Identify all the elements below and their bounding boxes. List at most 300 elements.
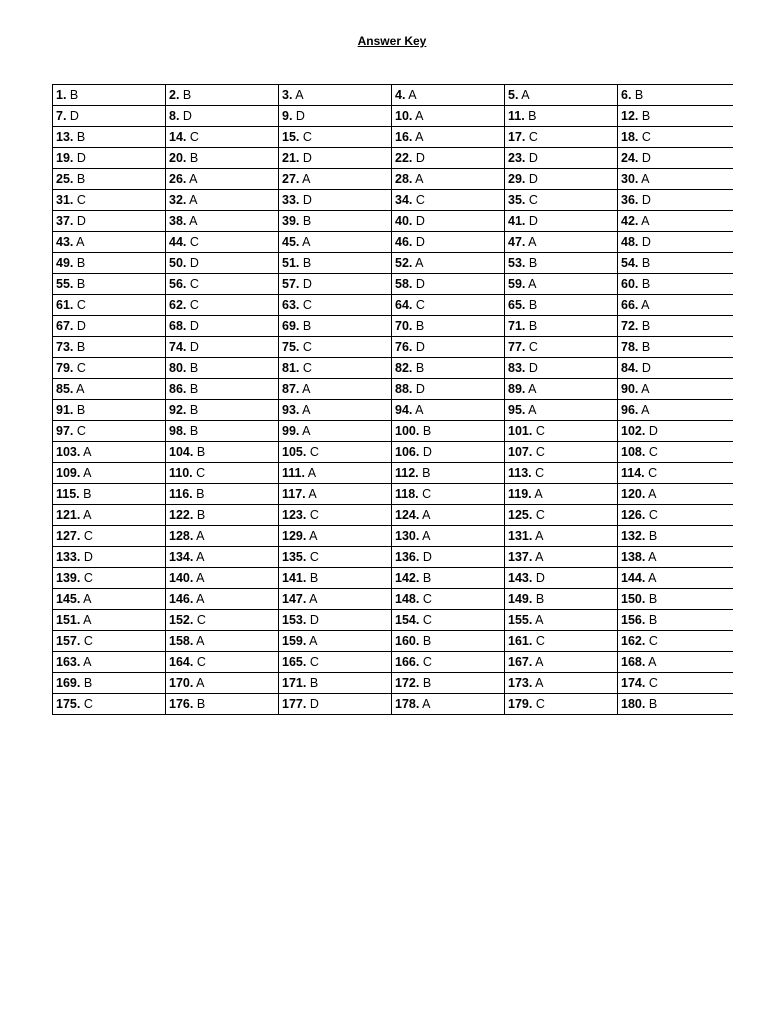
page-title: Answer Key bbox=[357, 34, 427, 48]
question-number: 116. bbox=[169, 487, 193, 501]
question-number: 174. bbox=[621, 676, 646, 690]
question-number: 92. bbox=[169, 403, 187, 417]
answer-cell bbox=[505, 652, 618, 673]
question-number: 17. bbox=[508, 130, 526, 144]
answer-letter: B bbox=[525, 319, 538, 333]
question-number: 167. bbox=[508, 655, 533, 669]
answer-letter: A bbox=[412, 109, 424, 123]
answer-cell bbox=[618, 106, 733, 127]
question-number: 20. bbox=[169, 151, 187, 165]
answer-cell bbox=[505, 337, 618, 358]
table-row bbox=[53, 652, 733, 673]
answer-letter: B bbox=[638, 277, 651, 291]
answer-cell bbox=[279, 232, 392, 253]
answer-letter: A bbox=[306, 592, 318, 606]
answer-cell bbox=[618, 85, 733, 106]
question-number: 29. bbox=[508, 172, 526, 186]
question-number: 154. bbox=[395, 613, 420, 627]
answer-cell bbox=[166, 295, 279, 316]
answer-cell bbox=[618, 568, 733, 589]
answer-letter: B bbox=[638, 340, 651, 354]
answer-cell bbox=[505, 358, 618, 379]
answer-cell bbox=[505, 379, 618, 400]
answer-cell bbox=[279, 463, 392, 484]
answer-letter: A bbox=[193, 571, 205, 585]
answer-cell bbox=[505, 232, 618, 253]
question-number: 38. bbox=[169, 214, 187, 228]
question-number: 119. bbox=[508, 487, 532, 501]
question-number: 3. bbox=[282, 88, 293, 102]
answer-cell bbox=[166, 337, 279, 358]
answer-cell bbox=[392, 505, 505, 526]
answer-cell bbox=[392, 610, 505, 631]
question-number: 68. bbox=[169, 319, 187, 333]
answer-letter: D bbox=[638, 151, 651, 165]
answer-cell bbox=[392, 85, 505, 106]
answer-letter: D bbox=[66, 109, 79, 123]
answer-letter: D bbox=[73, 151, 86, 165]
question-number: 115. bbox=[56, 487, 80, 501]
question-number: 82. bbox=[395, 361, 413, 375]
answer-cell bbox=[279, 337, 392, 358]
answer-letter: A bbox=[73, 235, 85, 249]
question-number: 109. bbox=[56, 466, 81, 480]
question-number: 61. bbox=[56, 298, 74, 312]
answer-cell bbox=[618, 274, 733, 295]
question-number: 67. bbox=[56, 319, 74, 333]
answer-letter: A bbox=[532, 655, 544, 669]
answer-cell bbox=[279, 400, 392, 421]
question-number: 12. bbox=[621, 109, 639, 123]
answer-cell bbox=[279, 211, 392, 232]
answer-cell bbox=[505, 421, 618, 442]
answer-cell bbox=[166, 169, 279, 190]
question-number: 129. bbox=[282, 529, 307, 543]
question-number: 26. bbox=[169, 172, 187, 186]
answer-cell bbox=[618, 463, 733, 484]
answer-letter: B bbox=[186, 361, 199, 375]
question-number: 84. bbox=[621, 361, 639, 375]
answer-letter: B bbox=[79, 487, 92, 501]
answer-letter: A bbox=[299, 403, 311, 417]
answer-cell bbox=[166, 442, 279, 463]
answer-letter: C bbox=[532, 508, 545, 522]
question-number: 134. bbox=[169, 550, 194, 564]
answer-letter: A bbox=[304, 466, 317, 480]
answer-letter: A bbox=[193, 592, 205, 606]
answer-letter: D bbox=[412, 382, 425, 396]
answer-cell bbox=[618, 505, 733, 526]
answer-letter: C bbox=[73, 193, 86, 207]
question-number: 123. bbox=[282, 508, 307, 522]
answer-cell bbox=[618, 631, 733, 652]
table-row bbox=[53, 253, 733, 274]
question-number: 93. bbox=[282, 403, 300, 417]
table-row bbox=[53, 526, 733, 547]
answer-cell bbox=[166, 610, 279, 631]
answer-letter: D bbox=[638, 235, 651, 249]
answer-letter: B bbox=[193, 508, 206, 522]
answer-cell bbox=[53, 358, 166, 379]
answer-cell bbox=[505, 148, 618, 169]
question-number: 172. bbox=[395, 676, 420, 690]
answer-cell bbox=[166, 190, 279, 211]
answer-letter: D bbox=[299, 193, 312, 207]
answer-cell bbox=[279, 148, 392, 169]
question-number: 5. bbox=[508, 88, 519, 102]
question-number: 42. bbox=[621, 214, 639, 228]
answer-letter: B bbox=[419, 634, 432, 648]
answer-cell bbox=[53, 526, 166, 547]
question-number: 33. bbox=[282, 193, 300, 207]
question-number: 37. bbox=[56, 214, 74, 228]
answer-letter: D bbox=[638, 361, 651, 375]
answer-letter: A bbox=[532, 613, 544, 627]
table-row bbox=[53, 232, 733, 253]
question-number: 128. bbox=[169, 529, 194, 543]
question-number: 1. bbox=[56, 88, 67, 102]
answer-cell bbox=[392, 631, 505, 652]
answer-letter: D bbox=[179, 109, 192, 123]
answer-letter: C bbox=[412, 193, 425, 207]
question-number: 141. bbox=[282, 571, 307, 585]
question-number: 159. bbox=[282, 634, 307, 648]
answer-cell bbox=[618, 547, 733, 568]
answer-letter: C bbox=[532, 424, 545, 438]
answer-cell bbox=[279, 127, 392, 148]
question-number: 114. bbox=[621, 466, 645, 480]
answer-letter: D bbox=[299, 277, 312, 291]
answer-letter: A bbox=[186, 172, 198, 186]
answer-letter: C bbox=[644, 466, 658, 480]
question-number: 112. bbox=[395, 466, 419, 480]
question-number: 156. bbox=[621, 613, 646, 627]
answer-cell bbox=[505, 85, 618, 106]
answer-letter: B bbox=[186, 403, 199, 417]
answer-cell bbox=[279, 631, 392, 652]
answer-letter: A bbox=[80, 508, 92, 522]
answer-cell bbox=[505, 253, 618, 274]
answer-cell bbox=[618, 379, 733, 400]
answer-letter: A bbox=[419, 508, 431, 522]
answer-cell bbox=[392, 484, 505, 505]
question-number: 43. bbox=[56, 235, 74, 249]
question-number: 108. bbox=[621, 445, 646, 459]
answer-cell bbox=[53, 316, 166, 337]
question-number: 122. bbox=[169, 508, 194, 522]
answer-cell bbox=[279, 253, 392, 274]
table-row bbox=[53, 358, 733, 379]
answer-cell bbox=[279, 442, 392, 463]
answer-cell bbox=[618, 694, 733, 715]
question-number: 78. bbox=[621, 340, 639, 354]
answer-letter: A bbox=[80, 655, 92, 669]
question-number: 168. bbox=[621, 655, 646, 669]
answer-cell bbox=[505, 589, 618, 610]
answer-cell bbox=[392, 316, 505, 337]
answer-cell bbox=[166, 673, 279, 694]
question-number: 170. bbox=[169, 676, 194, 690]
answer-cell bbox=[53, 190, 166, 211]
question-number: 151. bbox=[56, 613, 81, 627]
answer-cell bbox=[53, 295, 166, 316]
answer-cell bbox=[279, 358, 392, 379]
answer-letter: A bbox=[193, 550, 205, 564]
answer-letter: A bbox=[80, 466, 92, 480]
answer-letter: B bbox=[532, 592, 545, 606]
answer-cell bbox=[166, 547, 279, 568]
answer-letter: A bbox=[645, 655, 657, 669]
question-number: 101. bbox=[508, 424, 533, 438]
question-number: 95. bbox=[508, 403, 526, 417]
answer-letter: C bbox=[306, 550, 319, 564]
question-number: 28. bbox=[395, 172, 413, 186]
answer-cell bbox=[53, 148, 166, 169]
question-number: 73. bbox=[56, 340, 74, 354]
answer-letter: D bbox=[645, 424, 658, 438]
question-number: 70. bbox=[395, 319, 413, 333]
table-row bbox=[53, 400, 733, 421]
answer-cell bbox=[53, 211, 166, 232]
question-number: 56. bbox=[169, 277, 187, 291]
table-row bbox=[53, 610, 733, 631]
answer-cell bbox=[618, 652, 733, 673]
question-number: 165. bbox=[282, 655, 307, 669]
answer-letter: D bbox=[412, 214, 425, 228]
answer-letter: D bbox=[292, 109, 305, 123]
question-number: 145. bbox=[56, 592, 81, 606]
answer-letter: A bbox=[525, 235, 537, 249]
question-number: 136. bbox=[395, 550, 420, 564]
answer-letter: A bbox=[193, 529, 205, 543]
answer-letter: B bbox=[412, 361, 425, 375]
answer-letter: B bbox=[412, 319, 425, 333]
table-row bbox=[53, 421, 733, 442]
answer-letter: A bbox=[306, 634, 318, 648]
answer-cell bbox=[279, 547, 392, 568]
answer-letter: A bbox=[645, 487, 657, 501]
question-number: 161. bbox=[508, 634, 533, 648]
answer-letter: D bbox=[186, 340, 199, 354]
question-number: 2. bbox=[169, 88, 180, 102]
answer-letter: A bbox=[638, 172, 650, 186]
answer-cell bbox=[618, 358, 733, 379]
question-number: 52. bbox=[395, 256, 413, 270]
answer-cell bbox=[279, 610, 392, 631]
answer-cell bbox=[505, 211, 618, 232]
question-number: 18. bbox=[621, 130, 639, 144]
answer-cell bbox=[53, 568, 166, 589]
question-number: 55. bbox=[56, 277, 74, 291]
answer-cell bbox=[392, 295, 505, 316]
question-number: 54. bbox=[621, 256, 639, 270]
question-number: 44. bbox=[169, 235, 187, 249]
answer-letter: C bbox=[525, 193, 538, 207]
answer-letter: C bbox=[645, 508, 658, 522]
answer-letter: B bbox=[66, 88, 79, 102]
question-number: 110. bbox=[169, 466, 193, 480]
answer-cell bbox=[392, 337, 505, 358]
answer-cell bbox=[279, 484, 392, 505]
answer-letter: B bbox=[299, 256, 312, 270]
answer-cell bbox=[392, 694, 505, 715]
answer-letter: A bbox=[419, 529, 431, 543]
question-number: 24. bbox=[621, 151, 639, 165]
table-row bbox=[53, 106, 733, 127]
answer-cell bbox=[505, 295, 618, 316]
answer-cell bbox=[53, 505, 166, 526]
question-number: 30. bbox=[621, 172, 639, 186]
question-number: 48. bbox=[621, 235, 639, 249]
question-number: 94. bbox=[395, 403, 413, 417]
question-number: 111. bbox=[282, 466, 305, 480]
answer-letter: D bbox=[306, 697, 319, 711]
answer-letter: D bbox=[638, 193, 651, 207]
answer-letter: B bbox=[306, 676, 319, 690]
question-number: 63. bbox=[282, 298, 300, 312]
answer-letter: C bbox=[306, 508, 319, 522]
table-row bbox=[53, 169, 733, 190]
answer-letter: C bbox=[419, 592, 432, 606]
answer-cell bbox=[53, 652, 166, 673]
answer-cell bbox=[279, 526, 392, 547]
answer-letter: D bbox=[419, 550, 432, 564]
answer-cell bbox=[618, 253, 733, 274]
answer-letter: B bbox=[73, 172, 86, 186]
answer-letter: A bbox=[532, 676, 544, 690]
answer-letter: C bbox=[80, 529, 93, 543]
answer-cell bbox=[505, 316, 618, 337]
question-number: 133. bbox=[56, 550, 81, 564]
question-number: 79. bbox=[56, 361, 74, 375]
answer-letter: A bbox=[638, 403, 650, 417]
question-number: 15. bbox=[282, 130, 300, 144]
table-row bbox=[53, 127, 733, 148]
question-number: 32. bbox=[169, 193, 187, 207]
question-number: 153. bbox=[282, 613, 307, 627]
question-number: 23. bbox=[508, 151, 526, 165]
question-number: 102. bbox=[621, 424, 646, 438]
answer-letter: C bbox=[186, 235, 199, 249]
answer-letter: C bbox=[186, 277, 199, 291]
answer-letter: D bbox=[73, 214, 86, 228]
answer-cell bbox=[392, 358, 505, 379]
answer-cell bbox=[392, 568, 505, 589]
answer-letter: C bbox=[306, 445, 319, 459]
answer-cell bbox=[166, 316, 279, 337]
question-number: 158. bbox=[169, 634, 194, 648]
answer-cell bbox=[618, 295, 733, 316]
question-number: 36. bbox=[621, 193, 639, 207]
question-number: 130. bbox=[395, 529, 420, 543]
answer-letter: B bbox=[419, 571, 432, 585]
answer-cell bbox=[392, 463, 505, 484]
answer-cell bbox=[392, 652, 505, 673]
question-number: 86. bbox=[169, 382, 187, 396]
answer-letter: B bbox=[631, 88, 644, 102]
answer-cell bbox=[279, 379, 392, 400]
answer-cell bbox=[618, 673, 733, 694]
table-row bbox=[53, 379, 733, 400]
answer-cell bbox=[279, 295, 392, 316]
question-number: 99. bbox=[282, 424, 300, 438]
question-number: 118. bbox=[395, 487, 419, 501]
answer-cell bbox=[392, 211, 505, 232]
answer-letter: B bbox=[179, 88, 192, 102]
answer-letter: D bbox=[412, 235, 425, 249]
answer-letter: A bbox=[645, 550, 657, 564]
answer-cell bbox=[505, 631, 618, 652]
answer-letter: D bbox=[186, 319, 199, 333]
answer-letter: A bbox=[412, 130, 424, 144]
answer-cell bbox=[505, 190, 618, 211]
answer-letter: C bbox=[532, 445, 545, 459]
answer-cell bbox=[392, 106, 505, 127]
question-number: 150. bbox=[621, 592, 646, 606]
question-number: 59. bbox=[508, 277, 526, 291]
question-number: 106. bbox=[395, 445, 420, 459]
answer-cell bbox=[392, 274, 505, 295]
answer-cell bbox=[53, 85, 166, 106]
question-number: 177. bbox=[282, 697, 307, 711]
question-number: 89. bbox=[508, 382, 526, 396]
answer-letter: C bbox=[306, 655, 319, 669]
answer-letter: D bbox=[299, 151, 312, 165]
answer-letter: C bbox=[80, 697, 93, 711]
answer-cell bbox=[505, 169, 618, 190]
answer-letter: A bbox=[306, 529, 318, 543]
answer-letter: C bbox=[525, 130, 538, 144]
answer-letter: C bbox=[299, 361, 312, 375]
question-number: 8. bbox=[169, 109, 180, 123]
answer-cell bbox=[166, 568, 279, 589]
question-number: 149. bbox=[508, 592, 533, 606]
question-number: 171. bbox=[282, 676, 307, 690]
question-number: 131. bbox=[508, 529, 533, 543]
answer-letter: A bbox=[186, 193, 198, 207]
question-number: 100. bbox=[395, 424, 420, 438]
question-number: 142. bbox=[395, 571, 420, 585]
answer-cell bbox=[505, 442, 618, 463]
answer-cell bbox=[53, 337, 166, 358]
answer-cell bbox=[53, 610, 166, 631]
question-number: 157. bbox=[56, 634, 81, 648]
question-number: 125. bbox=[508, 508, 533, 522]
answer-letter: A bbox=[305, 487, 317, 501]
answer-letter: A bbox=[532, 550, 544, 564]
question-number: 35. bbox=[508, 193, 526, 207]
question-number: 104. bbox=[169, 445, 194, 459]
answer-cell bbox=[53, 442, 166, 463]
answer-letter: C bbox=[299, 298, 312, 312]
answer-cell bbox=[279, 652, 392, 673]
question-number: 27. bbox=[282, 172, 300, 186]
answer-letter: C bbox=[525, 340, 538, 354]
question-number: 14. bbox=[169, 130, 187, 144]
question-number: 41. bbox=[508, 214, 526, 228]
answer-letter: D bbox=[306, 613, 319, 627]
answer-cell bbox=[166, 631, 279, 652]
question-number: 139. bbox=[56, 571, 81, 585]
answer-letter: C bbox=[645, 445, 658, 459]
answer-cell bbox=[53, 484, 166, 505]
answer-cell bbox=[166, 232, 279, 253]
answer-letter: B bbox=[186, 151, 199, 165]
answer-cell bbox=[392, 589, 505, 610]
answer-cell bbox=[505, 463, 618, 484]
answer-cell bbox=[618, 232, 733, 253]
answer-letter: A bbox=[419, 697, 431, 711]
